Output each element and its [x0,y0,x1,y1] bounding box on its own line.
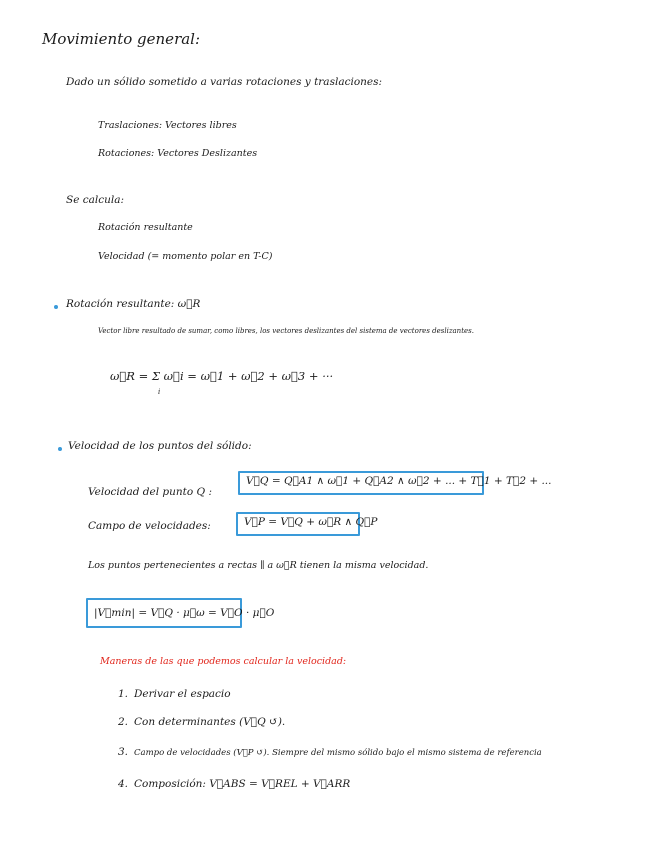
maneras-item [118,746,542,759]
vmin-formula-box [86,598,275,628]
maneras-item-text: Derivar el espacio [134,688,231,700]
velocidad-punto-label: Velocidad del punto Q : [88,486,213,498]
calc-item-velocidad: Velocidad (= momento polar en T-C) [98,251,273,262]
bullet-dot [58,447,62,451]
velocidad-punto-formula: V⃗Q = Q⃗A1 ∧ ω⃗1 + Q⃗A2 ∧ ω⃗2 + ... + T⃗1 + T⃗2 + ... [246,475,552,487]
section-rotacion-heading: Rotación resultante: ω⃗R [66,298,201,310]
maneras-item [118,688,231,701]
rotacion-formula-sub: i [158,388,161,396]
maneras-item-text: Composición: V⃗ABS = V⃗REL + V⃗ARR [134,778,351,790]
section-rotacion-description: Vector libre resultado de sumar, como libres, los vectores deslizantes del sistema de vectores deslizantes. [98,327,474,335]
maneras-item-text: Campo de velocidades (V⃗P ↺). Siempre del mismo sólido bajo el mismo sistema de referencia [134,748,542,758]
parallel-points-text: Los puntos pertenecientes a rectas ∥ a ω⃗R tienen la misma velocidad. [88,560,429,571]
maneras-item [118,716,285,729]
campo-velocidades-formula-box [236,512,378,536]
vmin-formula: |V⃗min| = V⃗Q · μ⃗ω = V⃗O · μ⃗O [94,607,275,619]
section-velocidad-heading: Velocidad de los puntos del sólido: [68,440,252,452]
rotacion-formula: ω⃗R = Σ ω⃗i = ω⃗1 + ω⃗2 + ω⃗3 + ··· [110,369,334,383]
page-title: Movimiento general: [42,30,201,48]
campo-velocidades-label: Campo de velocidades: [88,520,211,532]
intro-text: Dado un sólido sometido a varias rotaciones y traslaciones: [66,76,383,88]
maneras-item-num: 3. [118,746,129,758]
maneras-item [118,778,350,791]
maneras-item-num: 4. [118,778,129,790]
maneras-item-num: 2. [118,716,129,728]
campo-velocidades-formula: V⃗P = V⃗Q + ω⃗R ∧ Q⃗P [244,516,378,528]
maneras-item-text: Con determinantes (V⃗Q ↺). [134,716,286,728]
maneras-item-num: 1. [118,688,129,700]
maneras-heading: Maneras de las que podemos calcular la velocidad: [100,656,347,667]
bullet-dot [54,305,58,309]
velocidad-punto-formula-box [238,471,552,495]
calc-item-rotacion: Rotación resultante [98,222,193,233]
traslaciones-text: Traslaciones: Vectores libres [98,120,237,131]
se-calcula-text: Se calcula: [66,194,125,206]
rotaciones-text: Rotaciones: Vectores Deslizantes [98,148,258,159]
